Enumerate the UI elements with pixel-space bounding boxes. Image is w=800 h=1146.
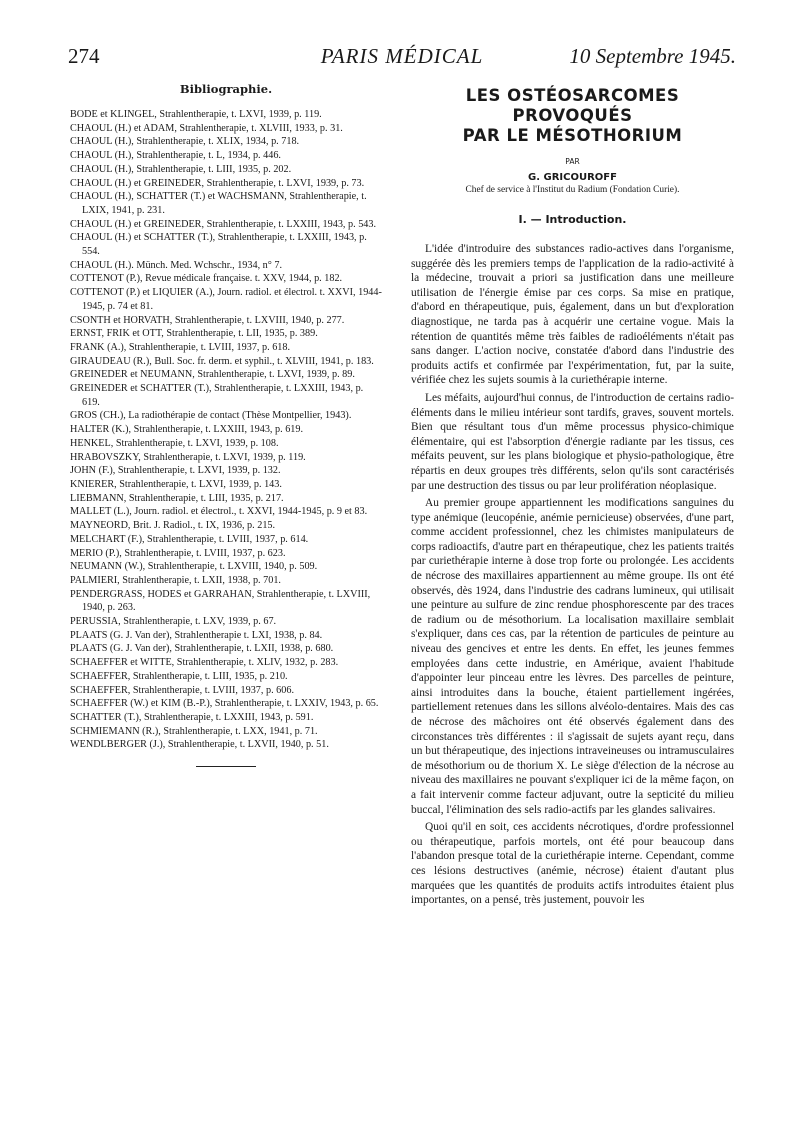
- bibliography-entry: CHAOUL (H.) et GREINEDER, Strahlentherapie, t. LXXIII, 1943, p. 543.: [70, 218, 377, 230]
- article-column: [411, 82, 734, 911]
- article-title-line: LES OSTÉOSARCOMES: [465, 86, 680, 105]
- bibliography-title: Bibliographie.: [179, 82, 273, 96]
- bibliography-entry: HALTER (K.), Strahlentherapie, t. LXXIII, 1943, p. 619.: [70, 424, 304, 436]
- separator-rule: [196, 766, 256, 767]
- bibliography-entry: KNIERER, Strahlentherapie, t. LXVI, 1939, p. 143.: [70, 478, 282, 490]
- bibliography-column: [70, 82, 382, 767]
- author-name: G. GRICOUROFF: [528, 172, 617, 183]
- bibliography-entry: GREINEDER et SCHATTER (T.), Strahlentherapie, t. LXXIII, 1943, p. 619.: [70, 383, 364, 408]
- bibliography-entry: SCHAEFFER, Strahlentherapie, t. LIII, 1935, p. 210.: [70, 670, 288, 682]
- bibliography-entry: LIEBMANN, Strahlentherapie, t. LIII, 1935, p. 217.: [70, 492, 284, 504]
- bibliography-entry: MERIO (P.), Strahlentherapie, t. LVIII, 1937, p. 623.: [70, 547, 286, 559]
- body-paragraph: L'idée d'introduire des substances radio-actives dans l'organisme, suggérée dès les premiers temps de l'application de la radio-activité à la médecine, trouvait a priori sa justification dans une meilleure utilisation de l'énergie émise par ces corps. Sa mise en pratique, d'abord en thérapeutique, puis, également, dans un but d'exploration diagnostique, ne tarda pas à acquérir une certaine vogue. Mais la rétention de quantités même très faibles de radioéléments n'était pas sans danger. L'action nocive, constatée d'abord dans l'industrie des produits actifs et confirmée par l'expérimentation, fut, par la suite, vérifiée chez les sujets soumis à la curiethérapie interne.: [411, 243, 734, 387]
- bibliography-entry: CHAOUL (H.) et ADAM, Strahlentherapie, t. XLVIII, 1933, p. 31.: [70, 122, 343, 134]
- bibliography-entry: MALLET (L.), Journ. radiol. et électrol., t. XXVI, 1944-1945, p. 9 et 83.: [70, 506, 368, 518]
- issue-date: 10 Septembre 1945.: [569, 44, 736, 68]
- bibliography-entry: CHAOUL (H.). Münch. Med. Wchschr., 1934, n° 7.: [70, 259, 283, 271]
- running-header: [68, 44, 736, 74]
- article-title: [411, 86, 734, 146]
- bibliography-entry: CHAOUL (H.) et GREINEDER, Strahlentherapie, t. LXVI, 1939, p. 73.: [70, 177, 365, 189]
- section-heading: I. — Introduction.: [518, 213, 627, 226]
- bibliography-entry: CHAOUL (H.), Strahlentherapie, t. LIII, 1935, p. 202.: [70, 163, 292, 175]
- article-title-line: PROVOQUÉS: [512, 106, 633, 125]
- bibliography-entry: SCHAEFFER, Strahlentherapie, t. LVIII, 1937, p. 606.: [70, 684, 295, 696]
- bibliography-entry: NEUMANN (W.), Strahlentherapie, t. LXVIII, 1940, p. 509.: [70, 561, 318, 573]
- body-paragraph: Quoi qu'il en soit, ces accidents nécrotiques, d'ordre professionnel ou thérapeutique, parfois mortels, ont été pour beaucoup dans l'abandon presque total de la curiethérapie interne. Cependant, comme ces lésions destructives (anémie, nécrose) étaient d'autant plus marquées que les quantités de produits actifs introduites étaient plus importantes, on a pensé, très justement, pouvoir les: [411, 821, 734, 907]
- bibliography-entry: CHAOUL (H.) et SCHATTER (T.), Strahlentherapie, t. LXXIII, 1943, p. 554.: [70, 232, 367, 258]
- bibliography-entry: CHAOUL (H.), Strahlentherapie, t. L, 1934, p. 446.: [70, 150, 281, 162]
- bibliography-entry: GIRAUDEAU (R.), Bull. Soc. fr. derm. et syphil., t. XLVIII, 1941, p. 183.: [70, 355, 374, 367]
- bibliography-entry: PALMIERI, Strahlentherapie, t. LXII, 1938, p. 701.: [70, 574, 281, 586]
- bibliography-entry: GROS (CH.), La radiothérapie de contact (Thèse Montpellier, 1943).: [70, 410, 352, 422]
- bibliography-entry: ERNST, FRIK et OTT, Strahlentherapie, t. LII, 1935, p. 389.: [70, 328, 318, 340]
- bibliography-entry: SCHMIEMANN (R.), Strahlentherapie, t. LXX, 1941, p. 71.: [70, 725, 318, 737]
- bibliography-entry: BODE et KLINGEL, Strahlentherapie, t. LXVI, 1939, p. 119.: [70, 109, 322, 120]
- bibliography-entry: CHAOUL (H.), SCHATTER (T.) et WACHSMANN, Strahlentherapie, t. LXIX, 1941, p. 231.: [70, 191, 367, 216]
- bibliography-entry: PLAATS (G. J. Van der), Strahlentherapie, t. LXII, 1938, p. 680.: [70, 643, 334, 655]
- bibliography-entry: GREINEDER et NEUMANN, Strahlentherapie, t. LXVI, 1939, p. 89.: [70, 369, 355, 381]
- article-title-line: PAR LE MÉSOTHORIUM: [462, 126, 683, 145]
- page-number: 274: [68, 44, 100, 68]
- bibliography-entry: WENDLBERGER (J.), Strahlentherapie, t. LXVII, 1940, p. 51.: [70, 739, 329, 751]
- bibliography-entry: PLAATS (G. J. Van der), Strahlentherapie t. LXI, 1938, p. 84.: [70, 629, 323, 641]
- bibliography-entry: COTTENOT (P.) et LIQUIER (A.), Journ. radiol. et électrol. t. XXVI, 1944-1945, p. 74 et 81.: [70, 287, 382, 312]
- bibliography-entry: COTTENOT (P.), Revue médicale française. t. XXV, 1944, p. 182.: [70, 273, 343, 285]
- bibliography-entry: JOHN (F.), Strahlentherapie, t. LXVI, 1939, p. 132.: [70, 465, 281, 477]
- bibliography-entry: PENDERGRASS, HODES et GARRAHAN, Strahlentherapie, t. LXVIII, 1940, p. 263.: [70, 588, 371, 614]
- bibliography-entry: PERUSSIA, Strahlentherapie, t. LXV, 1939, p. 67.: [70, 616, 277, 628]
- author-affiliation: Chef de service à l'Institut du Radium (Fondation Curie).: [465, 185, 680, 195]
- bibliography-entry: FRANK (A.), Strahlentherapie, t. LVIII, 1937, p. 618.: [70, 341, 291, 353]
- bibliography-entry: SCHAEFFER et WITTE, Strahlentherapie, t. XLIV, 1932, p. 283.: [70, 657, 339, 669]
- byline-par: PAR: [565, 157, 580, 166]
- article-body: [411, 242, 734, 908]
- bibliography-entry: HENKEL, Strahlentherapie, t. LXVI, 1939, p. 108.: [70, 437, 279, 449]
- bibliography-entry: MELCHART (F.), Strahlentherapie, t. LVIII, 1937, p. 614.: [70, 533, 309, 545]
- bibliography-entry: SCHAEFFER (W.) et KIM (B.-P.), Strahlentherapie, t. LXXIV, 1943, p. 65.: [70, 698, 379, 710]
- body-paragraph: Au premier groupe appartiennent les modifications sanguines du type anémique (leucopénie, anémie pernicieuse) observées, d'une part, comme accident professionnel, chez les chimistes manipulateurs de corps radioactifs, d'autre part en thérapeutique, chez les patients traités par curiethérapie interne à dose trop forte ou prolongée. Les accidents de nécrose des maxillaires appartiennent au même groupe. Ils ont été observés, dès 1924, dans l'industrie des cadrans lumineux, qui utilisait une peinture au sulfure de zinc rendue phosphorescente par des traces de radium ou de mésothorium. La localisation maxillaire semblait s'expliquer, dans ces cas, par la rétention de particules de peinture au niveau des gencives et entre les dents. En effet, les jeunes femmes employées dans cette industrie, en Amérique, avaient l'habitude d'appointer leur pinceau entre les lèvres. Des parcelles de peinture, ainsi introduites dans la bouche, étaient partiellement ingérées, partiellement retenues dans les sillons alvéolo-dentaires. Mais des cas de nécrose des mâchoires ont été observés également dans des circonstances très différentes : il s'agissait de sujets ayant reçu, dans un but thérapeutique, des injections intraveineuses ou intramusculaires de mésothorium ou de thorium X. Le siège d'élection de la nécrose au niveau des maxillaires ne pouvant s'expliquer ici de la même façon, on a fait intervenir comme facteur adjuvant, outre la septicité du milieu buccal, l'élimination des sels radio-actifs par les glandes salivaires.: [411, 497, 734, 816]
- body-paragraph: Les méfaits, aujourd'hui connus, de l'introduction de certains radio-éléments dans le milieu intérieur sont tardifs, graves, souvent mortels. Bien que résultant tous d'un même processus physico-chimique élémentaire, qui est l'absorption d'énergie radiante par les tissus, ces méfaits peuvent, sur les plans biologique et physio-pathologique, être répartis en deux groupes très différents, selon qu'ils sont caractérisés par une destruction des tissus ou par leur prolifération néoplasique.: [411, 391, 734, 492]
- bibliography-entry: HRABOVSZKY, Strahlentherapie, t. LXVI, 1939, p. 119.: [70, 451, 306, 463]
- bibliography-entry: CSONTH et HORVATH, Strahlentherapie, t. LXVIII, 1940, p. 277.: [70, 314, 345, 326]
- bibliography-entry: SCHATTER (T.), Strahlentherapie, t. LXXIII, 1943, p. 591.: [70, 711, 314, 723]
- journal-title: PARIS MÉDICAL: [320, 44, 484, 68]
- bibliography-entry: CHAOUL (H.), Strahlentherapie, t. XLIX, 1934, p. 718.: [70, 136, 300, 148]
- bibliography-entry: MAYNEORD, Brit. J. Radiol., t. IX, 1936, p. 215.: [70, 520, 276, 532]
- bibliography-list: [70, 108, 382, 752]
